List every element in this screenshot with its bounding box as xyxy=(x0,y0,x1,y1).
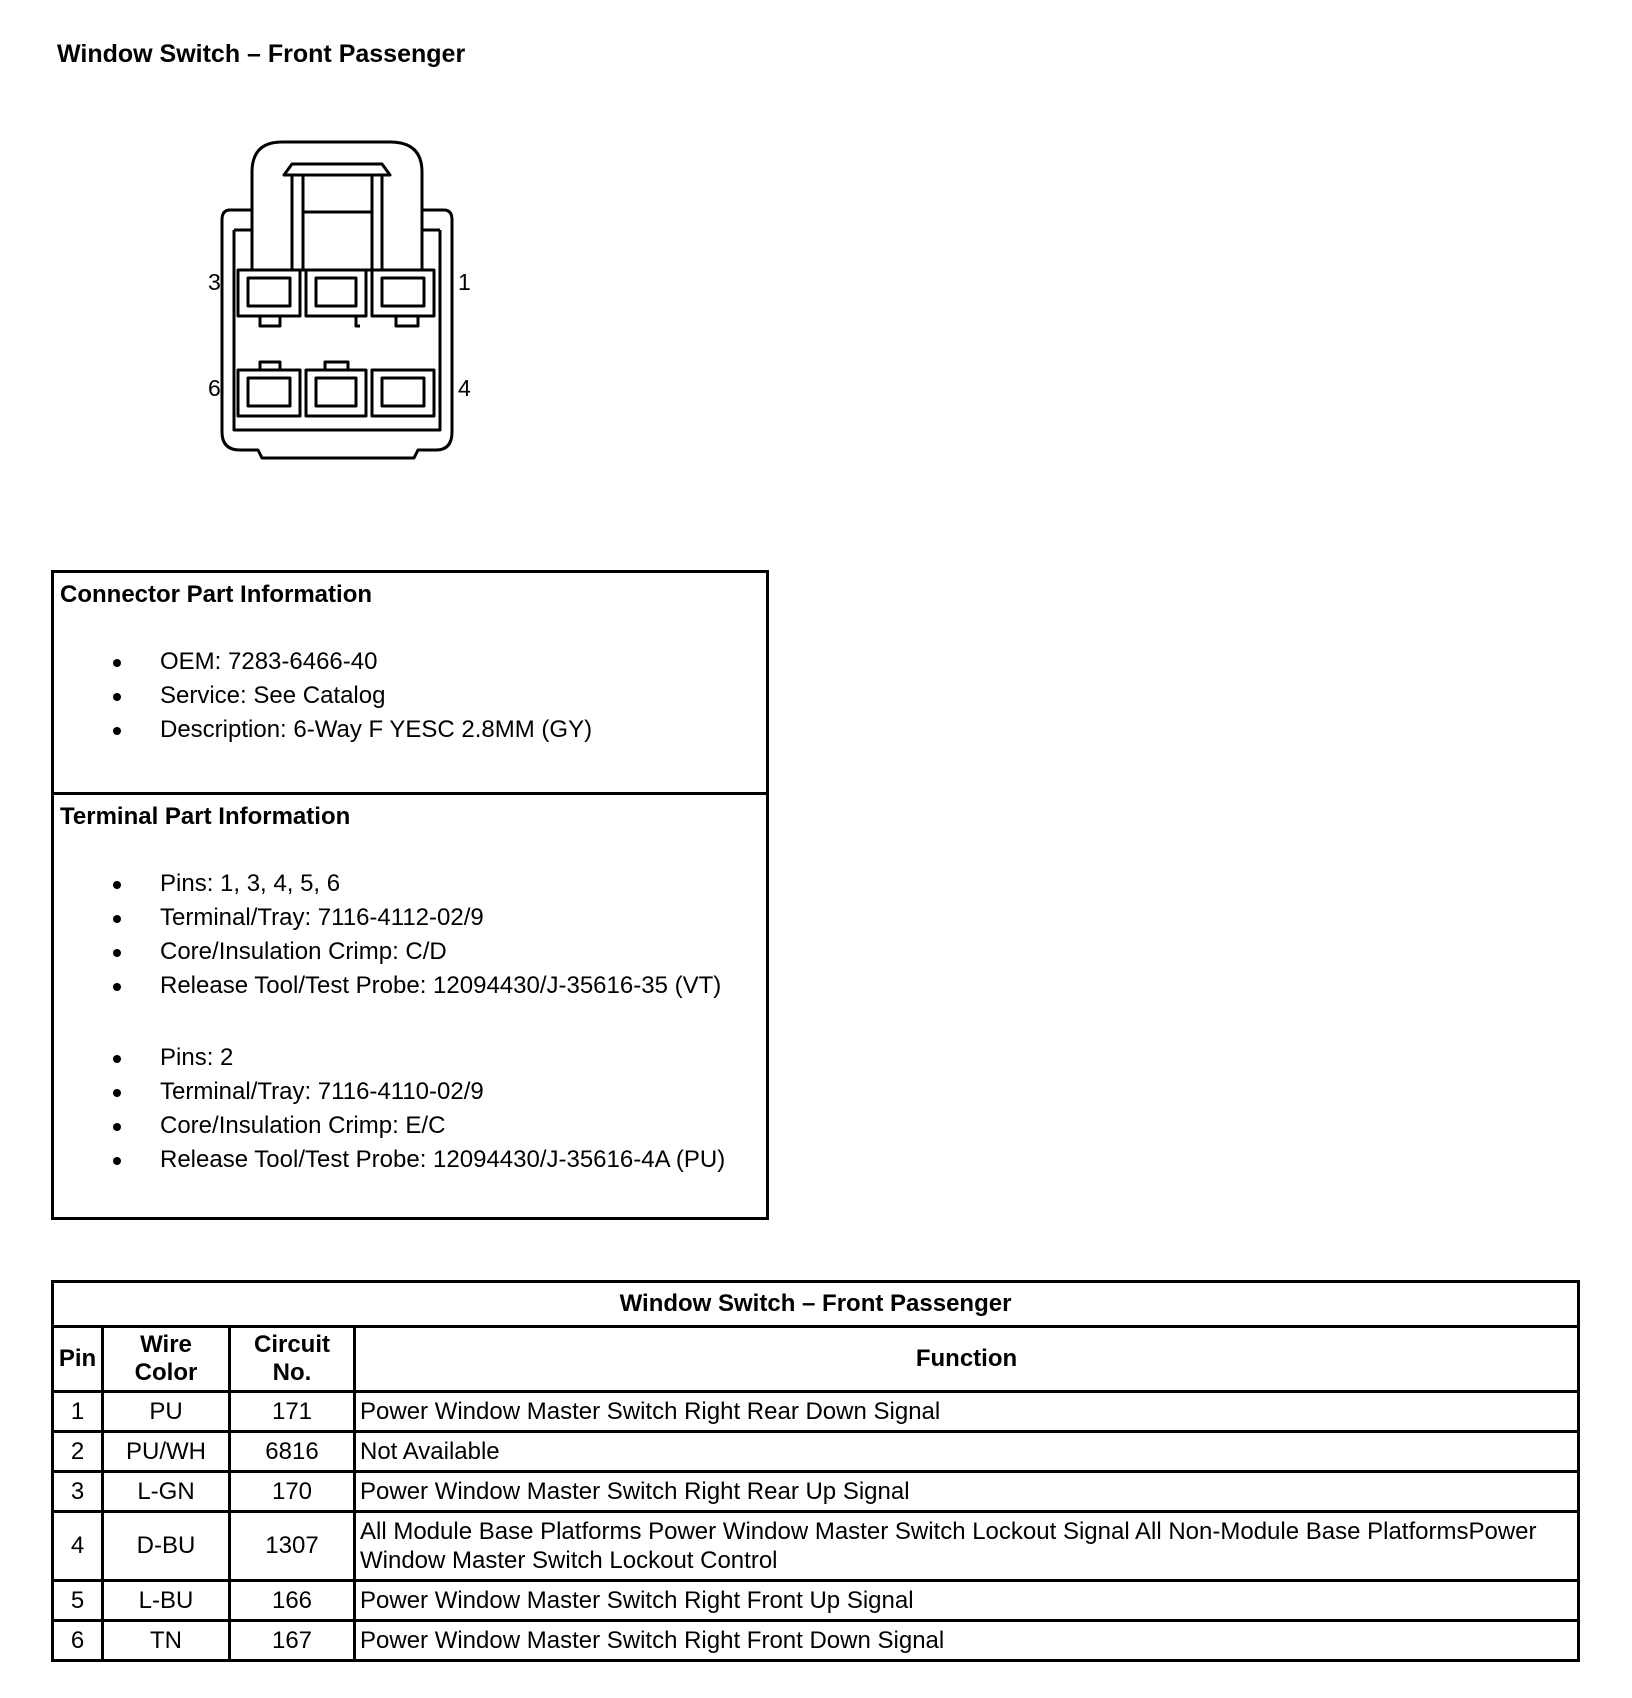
list-item: Terminal/Tray: 7116-4112-02/9 xyxy=(60,901,760,935)
page-title: Window Switch – Front Passenger xyxy=(57,40,466,68)
list-item: Pins: 2 xyxy=(60,1041,760,1075)
bullet-icon xyxy=(113,1089,121,1097)
header-wire-color: Wire Color xyxy=(103,1327,230,1392)
cell-wire-color: L-BU xyxy=(103,1581,230,1621)
bullet-icon xyxy=(113,659,121,667)
table-row xyxy=(53,1432,1579,1472)
connector-body-outline xyxy=(222,210,452,458)
cell-function: Not Available xyxy=(355,1432,1579,1472)
cell-function: Power Window Master Switch Right Rear Up Signal xyxy=(355,1472,1579,1512)
cell-function: Power Window Master Switch Right Front Down Signal xyxy=(355,1621,1579,1661)
list-item: Core/Insulation Crimp: C/D xyxy=(60,935,760,969)
pin-label-4: 4 xyxy=(458,375,471,401)
cell-pin: 1 xyxy=(53,1392,103,1432)
table-caption-row xyxy=(53,1282,1579,1327)
connector-inner-frame xyxy=(234,230,440,430)
connector-diagram xyxy=(200,130,540,460)
cell-wire-color: PU xyxy=(103,1392,230,1432)
table-row xyxy=(53,1512,1579,1581)
connector-part-info xyxy=(54,573,766,795)
header-circuit-no: Circuit No. xyxy=(230,1327,355,1392)
bullet-icon xyxy=(113,1123,121,1131)
list-item: Service: See Catalog xyxy=(60,679,760,713)
connector-face-drawing xyxy=(200,130,540,460)
connector-info-list xyxy=(60,645,760,747)
latch-housing-outline xyxy=(252,142,422,270)
cell-wire-color: D-BU xyxy=(103,1512,230,1581)
bullet-icon xyxy=(113,881,121,889)
table-row xyxy=(53,1392,1579,1432)
header-function: Function xyxy=(355,1327,1579,1392)
cell-pin: 5 xyxy=(53,1581,103,1621)
latch-tab xyxy=(284,164,390,175)
cell-circuit: 171 xyxy=(230,1392,355,1432)
cell-circuit: 167 xyxy=(230,1621,355,1661)
terminal-info-list-1 xyxy=(60,867,760,1003)
cell-circuit: 1307 xyxy=(230,1512,355,1581)
bullet-icon xyxy=(113,1055,121,1063)
connector-info-heading: Connector Part Information xyxy=(60,581,373,608)
bullet-icon xyxy=(113,983,121,991)
header-pin: Pin xyxy=(53,1327,103,1392)
cell-pin: 2 xyxy=(53,1432,103,1472)
bullet-icon xyxy=(113,693,121,701)
pin-label-1: 1 xyxy=(458,269,471,295)
part-information-box xyxy=(51,570,769,1220)
pin-label-3: 3 xyxy=(208,269,221,295)
cell-function: All Module Base Platforms Power Window Master Switch Lockout Signal All Non-Module Base PlatformsPower Window Master Switch Lockout Control xyxy=(355,1512,1579,1581)
list-item: Core/Insulation Crimp: E/C xyxy=(60,1109,760,1143)
cell-pin: 4 xyxy=(53,1512,103,1581)
bullet-icon xyxy=(113,949,121,957)
list-item: Description: 6-Way F YESC 2.8MM (GY) xyxy=(60,713,760,747)
table-row xyxy=(53,1621,1579,1661)
cell-wire-color: TN xyxy=(103,1621,230,1661)
bullet-icon xyxy=(113,1157,121,1165)
terminal-info-list-2 xyxy=(60,1041,760,1177)
cell-wire-color: L-GN xyxy=(103,1472,230,1512)
cell-circuit: 170 xyxy=(230,1472,355,1512)
cell-function: Power Window Master Switch Right Rear Down Signal xyxy=(355,1392,1579,1432)
bullet-icon xyxy=(113,915,121,923)
terminal-part-info xyxy=(54,795,766,1185)
cell-function: Power Window Master Switch Right Front Up Signal xyxy=(355,1581,1579,1621)
cell-pin: 3 xyxy=(53,1472,103,1512)
list-item: Pins: 1, 3, 4, 5, 6 xyxy=(60,867,760,901)
table-row xyxy=(53,1581,1579,1621)
list-item: OEM: 7283-6466-40 xyxy=(60,645,760,679)
table-caption: Window Switch – Front Passenger xyxy=(53,1282,1579,1327)
pin-function-table xyxy=(51,1280,1580,1662)
table-header-row xyxy=(53,1327,1579,1392)
cell-wire-color: PU/WH xyxy=(103,1432,230,1472)
cell-circuit: 166 xyxy=(230,1581,355,1621)
list-item: Release Tool/Test Probe: 12094430/J-35616-4A (PU) xyxy=(60,1143,760,1177)
list-item: Release Tool/Test Probe: 12094430/J-35616-35 (VT) xyxy=(60,969,760,1003)
table-row xyxy=(53,1472,1579,1512)
pin-label-6: 6 xyxy=(208,375,221,401)
terminal-info-heading: Terminal Part Information xyxy=(60,803,351,830)
bullet-icon xyxy=(113,727,121,735)
list-item: Terminal/Tray: 7116-4110-02/9 xyxy=(60,1075,760,1109)
cell-circuit: 6816 xyxy=(230,1432,355,1472)
cell-pin: 6 xyxy=(53,1621,103,1661)
